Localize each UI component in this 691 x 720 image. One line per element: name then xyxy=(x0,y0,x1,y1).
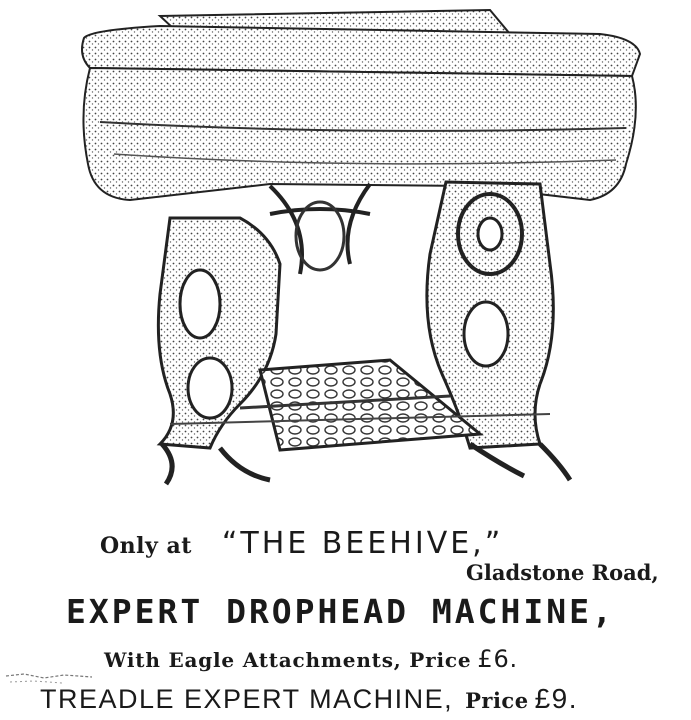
cabinet-body xyxy=(83,68,635,200)
attachments-line xyxy=(104,645,518,673)
shop-name: “THE BEEHIVE,” xyxy=(221,526,504,561)
shop-address: Gladstone Road, xyxy=(466,560,659,585)
treadle-price: £9. xyxy=(534,683,579,714)
treadle-price-label: Price xyxy=(465,688,529,713)
only-at-line xyxy=(100,526,503,561)
treadle-machine-heading: TREADLE EXPERT MACHINE, xyxy=(40,684,454,714)
sewing-machine-illustration xyxy=(70,4,650,504)
center-bracket xyxy=(270,184,370,274)
only-at-label: Only at xyxy=(100,533,192,559)
attachments-text: With Eagle Attachments, Price xyxy=(104,648,472,672)
drophead-machine-heading: EXPERT DROPHEAD MACHINE, xyxy=(66,592,615,631)
attachments-price: £6. xyxy=(477,645,518,673)
treadle-machine-line xyxy=(40,683,578,715)
